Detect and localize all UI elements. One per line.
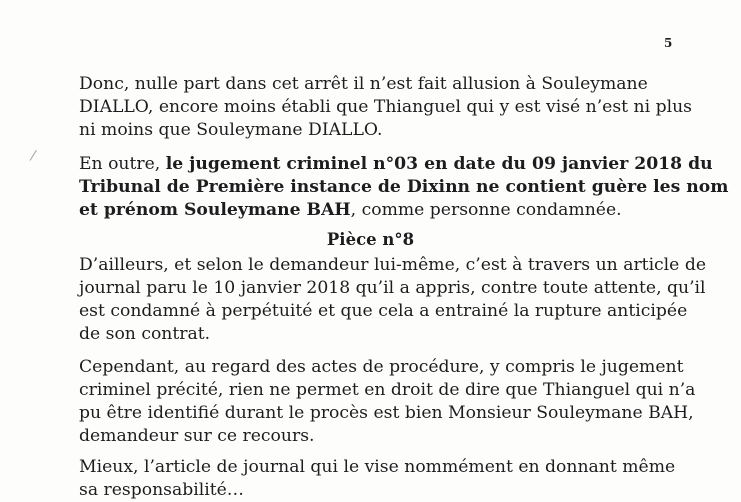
paragraph-line: de son contrat.: [79, 324, 211, 344]
bold-text-run: Tribunal de Première instance de Dixinn ne contient guère les nom: [79, 177, 729, 197]
text-run: , comme personne condamnée.: [350, 200, 622, 220]
paragraph-line: DIALLO, encore moins établi que Thianguel qui y est visé n’est ni plus: [79, 97, 692, 117]
paragraph-line: D’ailleurs, et selon le demandeur lui-même, c’est à travers un article de: [79, 255, 706, 275]
text-run: En outre,: [79, 154, 166, 174]
bold-text-run: et prénom Souleymane BAH: [79, 200, 351, 220]
bold-text-run: le jugement criminel n°03 en date du 09 janvier 2018 du: [165, 154, 713, 174]
paragraph-line: criminel précité, rien ne permet en droit de dire que Thianguel qui n’a: [79, 380, 696, 400]
paragraph-line: Cependant, au regard des actes de procédure, y compris le jugement: [79, 357, 684, 377]
paragraph-1: [79, 73, 692, 142]
paragraph-4: [79, 356, 696, 448]
page-number: 5: [664, 36, 673, 50]
paragraph-line: journal paru le 10 janvier 2018 qu’il a appris, contre toute attente, qu’il: [79, 278, 706, 298]
paragraph-3: [79, 254, 706, 346]
paragraph-line: [79, 199, 679, 222]
paragraph-line: demandeur sur ce recours.: [79, 426, 315, 446]
paragraph-line: Mieux, l’article de journal qui le vise nommément en donnant même: [79, 457, 676, 477]
paragraph-2: [79, 153, 729, 222]
paragraph-line: pu être identifié durant le procès est bien Monsieur Souleymane BAH,: [79, 403, 694, 423]
section-heading: Pièce n°8: [326, 230, 415, 249]
paragraph-line: [79, 153, 713, 176]
paragraph-line: ni moins que Souleymane DIALLO.: [79, 120, 383, 140]
paragraph-line: est condamné à perpétuité et que cela a entrainé la rupture anticipée: [79, 301, 688, 321]
paragraph-line: sa responsabilité…: [79, 480, 244, 500]
margin-tick-mark: [30, 150, 37, 161]
paragraph-5: [79, 456, 679, 502]
paragraph-line: Donc, nulle part dans cet arrêt il n’est fait allusion à Souleymane: [79, 74, 648, 94]
